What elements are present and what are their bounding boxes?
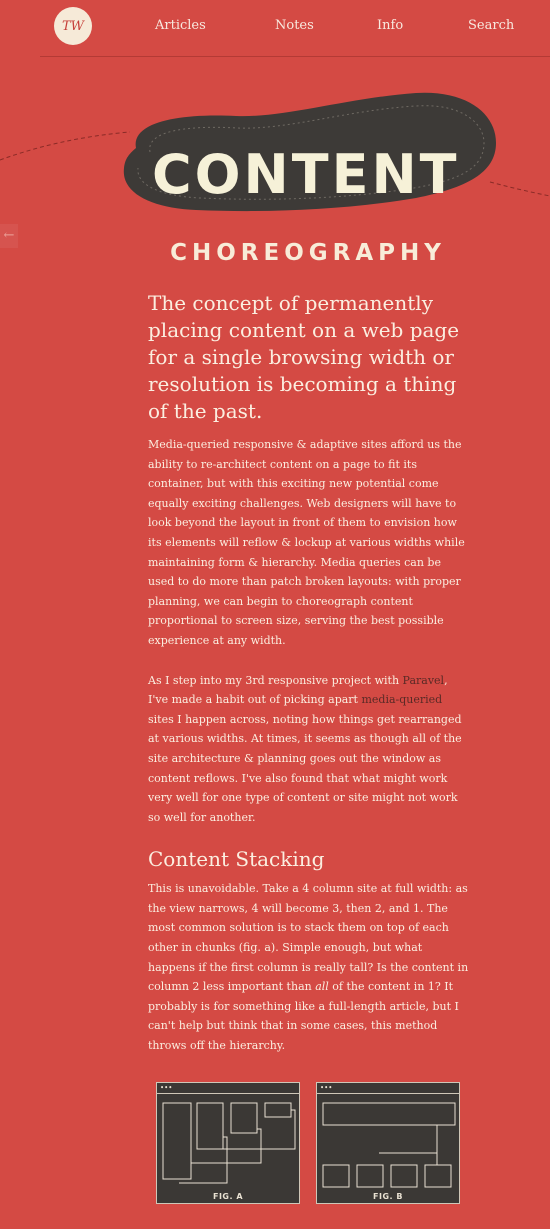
paravel-link[interactable]: Paravel (402, 673, 445, 687)
figure-b-diagram (317, 1093, 461, 1193)
article-lead: The concept of permanently placing content on a web page for a single browsing width or resolution is becoming a thing of the past. (148, 291, 460, 423)
hero-subtitle: CHOREOGRAPHY (170, 240, 446, 266)
paragraph-1: Media-queried responsive & adaptive sites afford us the ability to re-architect content on a page to fit its container, but with this exciting new potential come equally exciting challenges. Web designers will have to look beyond the layout in front of them to envision how its elements will reflow & lockup at various widths while maintaining form & hierarchy. Media queries can be used to do more than patch broken layouts: with proper planning, we can begin to choreograph content proportional to screen size, serving the best possible experience at any width. (148, 438, 465, 647)
media-queried-link[interactable]: media-queried (361, 693, 443, 707)
window-dots-icon: ••• (320, 1084, 333, 1092)
nav-search[interactable]: Search (468, 18, 515, 33)
nav-notes[interactable]: Notes (275, 18, 314, 33)
paragraph-2-text-b: , I've made a habit out of picking apart (148, 673, 448, 707)
figure-a-caption: FIG. A (212, 1192, 244, 1201)
paragraph-2 (148, 671, 470, 828)
paragraph-2-text-c: sites I happen across, noting how things get rearranged at various widths. At times, it seems as though all of the site architecture & planning goes out the window as content reflows. I've also found that what might work very well for one type of content or site might not work so well for another. (148, 712, 462, 824)
hero-title: CONTENT (152, 143, 460, 206)
nav-info[interactable]: Info (377, 18, 404, 33)
top-nav (0, 0, 550, 54)
paragraph-3 (148, 879, 470, 1055)
figure-a (156, 1082, 300, 1204)
window-dots-icon: ••• (160, 1084, 173, 1092)
paragraph-3-emphasis: all (315, 980, 329, 994)
section-heading-content-stacking: Content Stacking (148, 847, 325, 872)
paragraph-3-text-b: of the content in 1? It probably is for something like a full-length article, but I can't help but think that in some cases, this method throws off the hierarchy. (148, 980, 459, 1053)
paragraph-2-text-a: As I step into my 3rd responsive project with (148, 673, 403, 687)
site-logo[interactable]: TW (54, 7, 92, 45)
nav-articles[interactable]: Articles (155, 18, 206, 33)
figures (156, 1082, 461, 1206)
figure-b (316, 1082, 460, 1204)
figure-b-caption: FIG. B (373, 1192, 403, 1201)
article-body (148, 290, 470, 1076)
figure-a-diagram (157, 1093, 301, 1193)
nav-divider (40, 56, 550, 57)
paragraph-3-text-a: This is unavoidable. Take a 4 column site at full width: as the view narrows, 4 will become 3, then 2, and 1. The most common solution is to stack them on top of each other in chunks (fig. a). Simple enough, but what happens if the first column is really tall? Is the content in column 2 less important than (148, 882, 469, 994)
back-arrow-icon[interactable]: ← (0, 224, 18, 248)
